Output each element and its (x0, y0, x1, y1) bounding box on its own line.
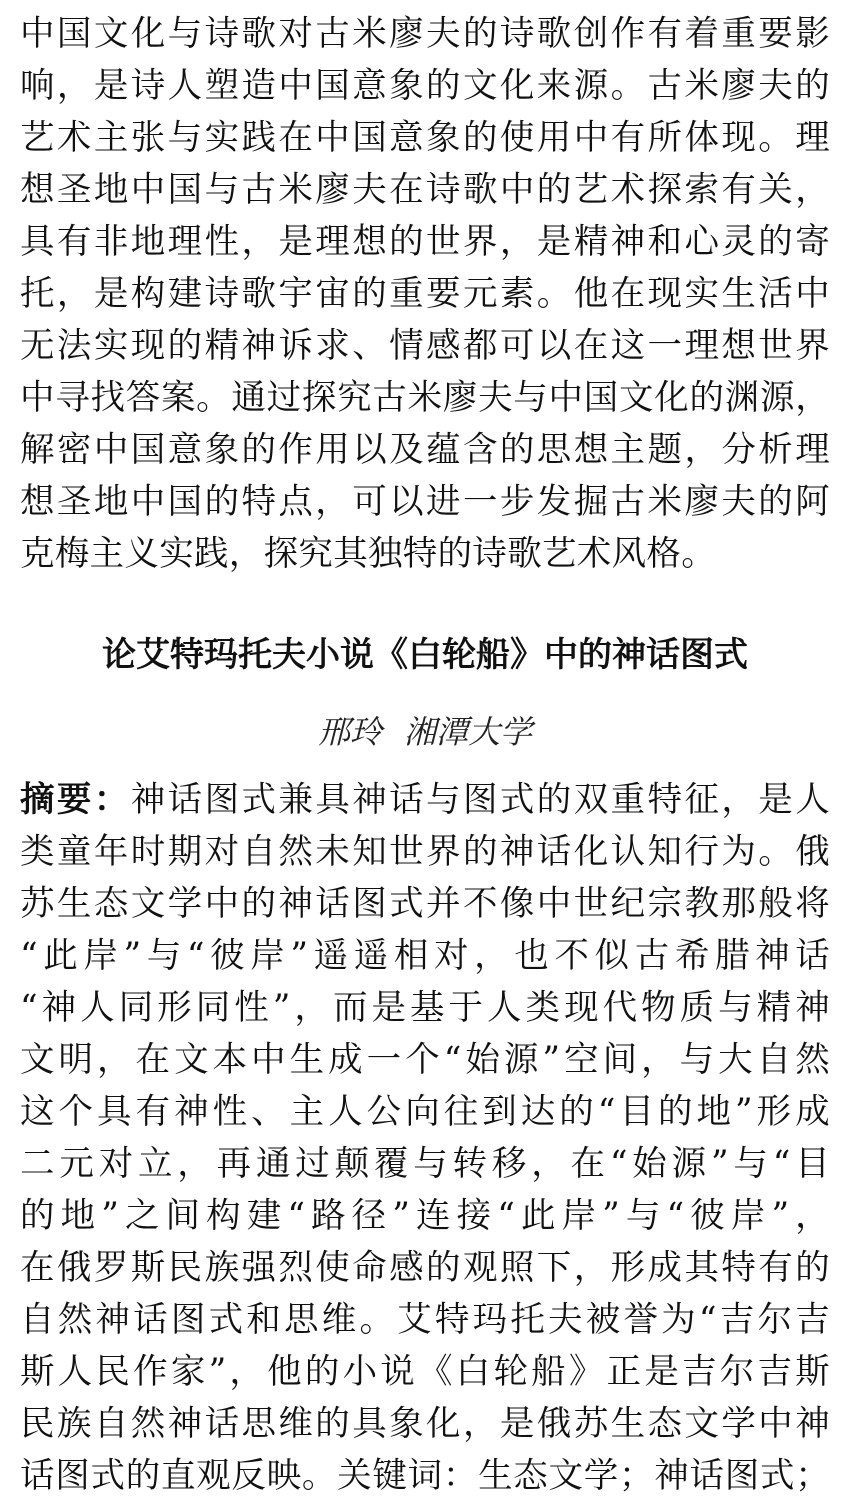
text-line: 在俄罗斯民族强烈使命感的观照下，形成其特有的 (20, 1248, 830, 1288)
text-line: 无法实现的精神诉求、情感都可以在这一理想世界 (20, 326, 830, 366)
text-line: 的地”之间构建“路径”连接“此岸”与“彼岸”， (20, 1196, 830, 1236)
text-line: 响，是诗人塑造中国意象的文化来源。古米廖夫的 (20, 66, 830, 106)
text-line: “神人同形同性”，而是基于人类现代物质与精神 (20, 988, 830, 1028)
abstract-first-line (20, 774, 830, 826)
author-line (0, 710, 850, 754)
text-line: 民族自然神话思维的具象化，是俄苏生态文学中神 (20, 1404, 830, 1444)
text-line: 斯人民作家”，他的小说《白轮船》正是吉尔吉斯 (20, 1352, 830, 1392)
abstract-paragraph (20, 774, 830, 1502)
text-line: 艺术主张与实践在中国意象的使用中有所体现。理 (20, 118, 830, 158)
abstract-first-line-text: 神话图式兼具神话与图式的双重特征，是人 (130, 780, 830, 820)
abstract-label: 摘要： (20, 780, 131, 820)
author-affiliation: 湘潭大学 (404, 713, 533, 751)
text-line: 苏生态文学中的神话图式并不像中世纪宗教那般将 (20, 884, 830, 924)
text-line: 解密中国意象的作用以及蕴含的思想主题，分析理 (20, 430, 830, 470)
text-line: 中国文化与诗歌对古米廖夫的诗歌创作有着重要影 (20, 14, 830, 54)
text-line: 自然神话图式和思维。艾特玛托夫被誉为“吉尔吉 (20, 1300, 830, 1340)
article-title: 论艾特玛托夫小说《白轮船》中的神话图式 (102, 635, 748, 675)
text-line: “此岸”与“彼岸”遥遥相对，也不似古希腊神话 (20, 936, 830, 976)
text-line: 二元对立，再通过颠覆与转移，在“始源”与“目 (20, 1144, 830, 1184)
text-line: 中寻找答案。通过探究古米廖夫与中国文化的渊源， (20, 378, 830, 418)
text-line: 具有非地理性，是理想的世界，是精神和心灵的寄 (20, 222, 830, 262)
text-line: 克梅主义实践，探究其独特的诗歌艺术风格。 (20, 534, 716, 574)
text-line: 类童年时期对自然未知世界的神话化认知行为。俄 (20, 832, 830, 872)
text-line: 话图式的直观反映。关键词：生态文学；神话图式； (20, 1456, 830, 1496)
text-line: 这个具有神性、主人公向往到达的“目的地”形成 (20, 1092, 830, 1132)
intro-paragraph (20, 8, 830, 580)
author-name: 邢玲 (317, 713, 382, 751)
text-line: 文明，在文本中生成一个“始源”空间，与大自然 (20, 1040, 830, 1080)
text-line: 想圣地中国与古米廖夫在诗歌中的艺术探索有关， (20, 170, 830, 210)
text-line: 托，是构建诗歌宇宙的重要元素。他在现实生活中 (20, 274, 830, 314)
text-line: 想圣地中国的特点，可以进一步发掘古米廖夫的阿 (20, 482, 830, 522)
